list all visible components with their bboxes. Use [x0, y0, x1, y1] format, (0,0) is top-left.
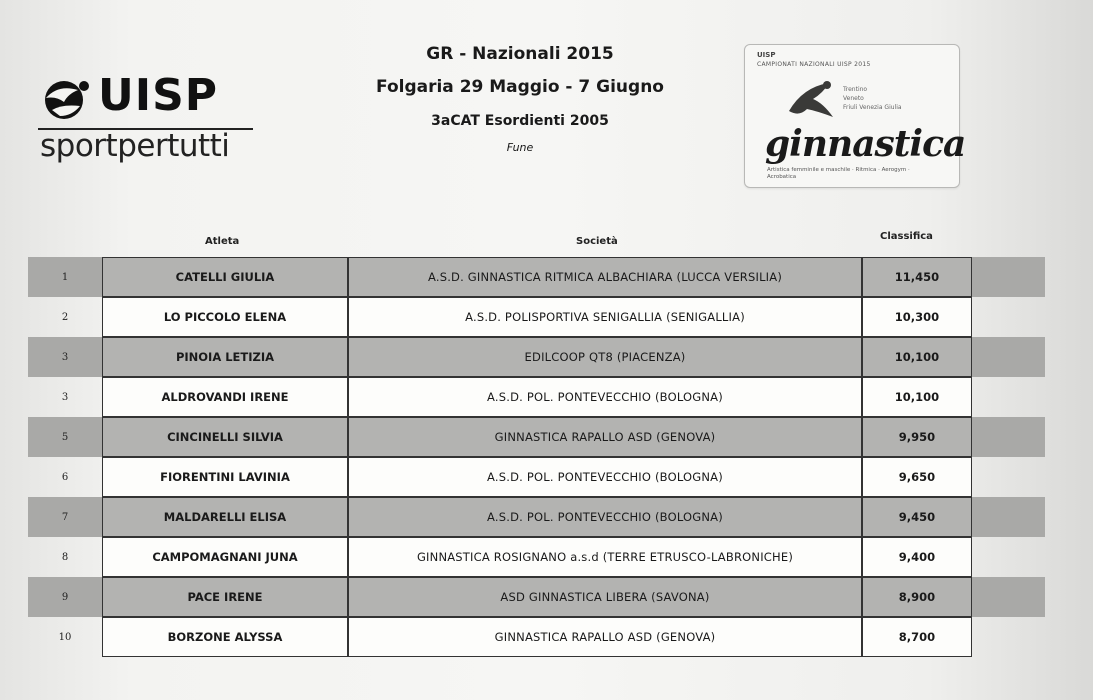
- uisp-emblem-icon: [38, 76, 96, 122]
- table-row: [28, 377, 1045, 417]
- score-cell: 9,400: [862, 537, 972, 577]
- athlete-cell: CINCINELLI SILVIA: [102, 417, 348, 457]
- rank-cell: 10: [58, 631, 72, 643]
- category-title: 3aCAT Esordienti 2005: [431, 113, 609, 129]
- athlete-cell: FIORENTINI LAVINIA: [102, 457, 348, 497]
- score-cell: 8,900: [862, 577, 972, 617]
- badge-region: Friuli Venezia Giulia: [843, 104, 902, 111]
- table-row: [28, 297, 1045, 337]
- competition-title: GR - Nazionali 2015: [426, 44, 614, 64]
- rank-cell: 5: [61, 431, 69, 443]
- column-header-ranking: Classifica: [880, 231, 933, 242]
- badge-region: Trentino: [843, 86, 868, 93]
- table-row: [28, 577, 1045, 617]
- athlete-cell: PINOIA LETIZIA: [102, 337, 348, 377]
- club-cell: A.S.D. POL. PONTEVECCHIO (BOLOGNA): [348, 377, 862, 417]
- club-cell: A.S.D. POL. PONTEVECCHIO (BOLOGNA): [348, 497, 862, 537]
- rank-cell: 7: [61, 511, 69, 523]
- rank-cell: 8: [61, 551, 69, 563]
- score-cell: 11,450: [862, 257, 972, 297]
- logo-word: UISP: [98, 70, 219, 121]
- club-cell: GINNASTICA ROSIGNANO a.s.d (TERRE ETRUSCO-LABRONICHE): [348, 537, 862, 577]
- club-cell: GINNASTICA RAPALLO ASD (GENOVA): [348, 617, 862, 657]
- rank-cell: 3: [61, 351, 69, 363]
- club-cell: A.S.D. GINNASTICA RITMICA ALBACHIARA (LUCCA VERSILIA): [348, 257, 862, 297]
- athlete-cell: LO PICCOLO ELENA: [102, 297, 348, 337]
- table-row: [28, 537, 1045, 577]
- club-cell: A.S.D. POLISPORTIVA SENIGALLIA (SENIGALLIA): [348, 297, 862, 337]
- table-row: [28, 417, 1045, 457]
- badge-word: ginnastica: [765, 123, 966, 165]
- badge-regions: [843, 85, 933, 112]
- gymnast-figure-icon: [783, 77, 839, 127]
- athlete-cell: ALDROVANDI IRENE: [102, 377, 348, 417]
- athlete-cell: CAMPOMAGNANI JUNA: [102, 537, 348, 577]
- rank-cell: 9: [61, 591, 69, 603]
- document-header: [340, 44, 700, 158]
- badge-mark: UISP: [757, 51, 776, 59]
- score-cell: 9,950: [862, 417, 972, 457]
- table-row: [28, 457, 1045, 497]
- event-location-dates: Folgaria 29 Maggio - 7 Giugno: [376, 77, 664, 97]
- athlete-cell: MALDARELLI ELISA: [102, 497, 348, 537]
- column-header-club: Società: [576, 236, 618, 247]
- score-cell: 10,100: [862, 377, 972, 417]
- athlete-cell: BORZONE ALYSSA: [102, 617, 348, 657]
- apparatus-label: Fune: [506, 141, 534, 154]
- table-row: [28, 337, 1045, 377]
- score-cell: 10,100: [862, 337, 972, 377]
- score-cell: 8,700: [862, 617, 972, 657]
- logo-tagline: sportpertutti: [40, 128, 230, 164]
- rank-cell: 2: [61, 311, 69, 323]
- score-cell: 9,650: [862, 457, 972, 497]
- column-header-athlete: Atleta: [205, 236, 240, 247]
- results-table: [28, 257, 1045, 657]
- table-row: [28, 257, 1045, 297]
- club-cell: ASD GINNASTICA LIBERA (SAVONA): [348, 577, 862, 617]
- club-cell: EDILCOOP QT8 (PIACENZA): [348, 337, 862, 377]
- table-row: [28, 617, 1045, 657]
- uisp-logo: [38, 70, 268, 170]
- score-cell: 10,300: [862, 297, 972, 337]
- ginnastica-badge: [744, 44, 966, 188]
- club-cell: A.S.D. POL. PONTEVECCHIO (BOLOGNA): [348, 457, 862, 497]
- badge-region: Veneto: [843, 95, 864, 102]
- score-cell: 9,450: [862, 497, 972, 537]
- club-cell: GINNASTICA RAPALLO ASD (GENOVA): [348, 417, 862, 457]
- athlete-cell: PACE IRENE: [102, 577, 348, 617]
- table-row: [28, 497, 1045, 537]
- rank-cell: 3: [61, 391, 69, 403]
- rank-cell: 1: [61, 271, 69, 283]
- athlete-cell: CATELLI GIULIA: [102, 257, 348, 297]
- badge-heading: CAMPIONATI NAZIONALI UISP 2015: [757, 61, 871, 68]
- rank-cell: 6: [61, 471, 69, 483]
- badge-subtitle: Artistica femminile e maschile · Ritmica · Aerogym · Acrobatica: [767, 167, 910, 180]
